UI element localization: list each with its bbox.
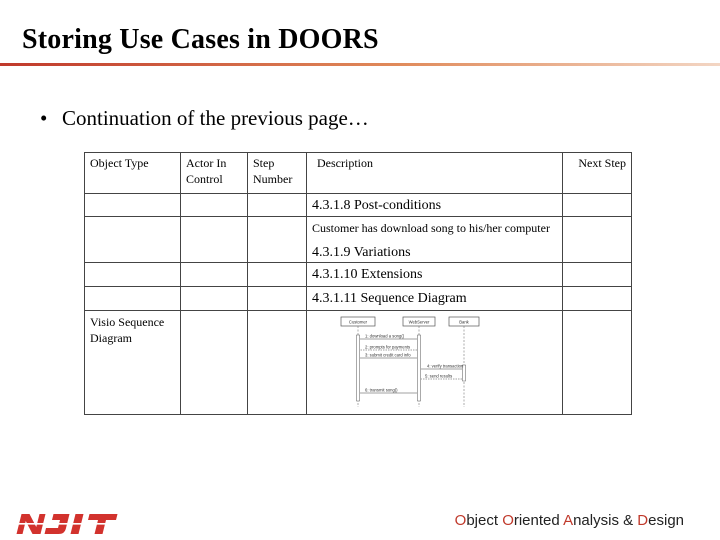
message-label: 5: send results	[425, 373, 453, 379]
sequence-diagram-thumbnail	[337, 315, 487, 410]
bullet-symbol: •	[40, 106, 48, 130]
description-cell: 4.3.1.8 Post-conditions	[307, 194, 563, 217]
message-label: 2: prompts for payments	[365, 344, 411, 350]
message-label: 6: transmit song()	[365, 387, 398, 393]
object-type-cell: Visio Sequence Diagram	[85, 311, 181, 415]
doors-use-case-table	[84, 152, 632, 415]
diagram-cell	[307, 311, 563, 415]
message-label: 3: submit credit card info	[365, 352, 411, 358]
description-cell: 4.3.1.11 Sequence Diagram	[307, 287, 563, 311]
table-row	[85, 287, 632, 311]
header-object-type: Object Type	[85, 153, 181, 194]
description-cell	[307, 217, 563, 263]
title-divider	[0, 63, 720, 66]
header-step-number: Step Number	[248, 153, 307, 194]
njit-logo	[10, 512, 122, 536]
description-cell: 4.3.1.10 Extensions	[307, 263, 563, 287]
header-actor-in-control: Actor In Control	[181, 153, 248, 194]
lifeline-label: Bank	[459, 319, 469, 325]
slide-title: Storing Use Cases in DOORS	[22, 24, 379, 55]
table-row	[85, 217, 632, 263]
message-label: 1: download a song()	[365, 333, 405, 339]
variations-heading: 4.3.1.9 Variations	[312, 245, 411, 260]
bullet-item	[40, 106, 369, 131]
course-name: Object Oriented Analysis & Design	[454, 512, 684, 529]
post-condition-text: Customer has download song to his/her computer	[312, 221, 550, 235]
header-description: Description	[307, 153, 563, 194]
message-label: 4: verify transaction	[427, 363, 464, 369]
bullet-text: Continuation of the previous page…	[62, 106, 369, 130]
table-row	[85, 194, 632, 217]
table-row	[85, 311, 632, 415]
header-next-step: Next Step	[563, 153, 632, 194]
table-row	[85, 263, 632, 287]
lifeline-label: WebServer	[408, 319, 430, 325]
lifeline-label: Customer	[348, 319, 368, 325]
table-header-row	[85, 153, 632, 194]
